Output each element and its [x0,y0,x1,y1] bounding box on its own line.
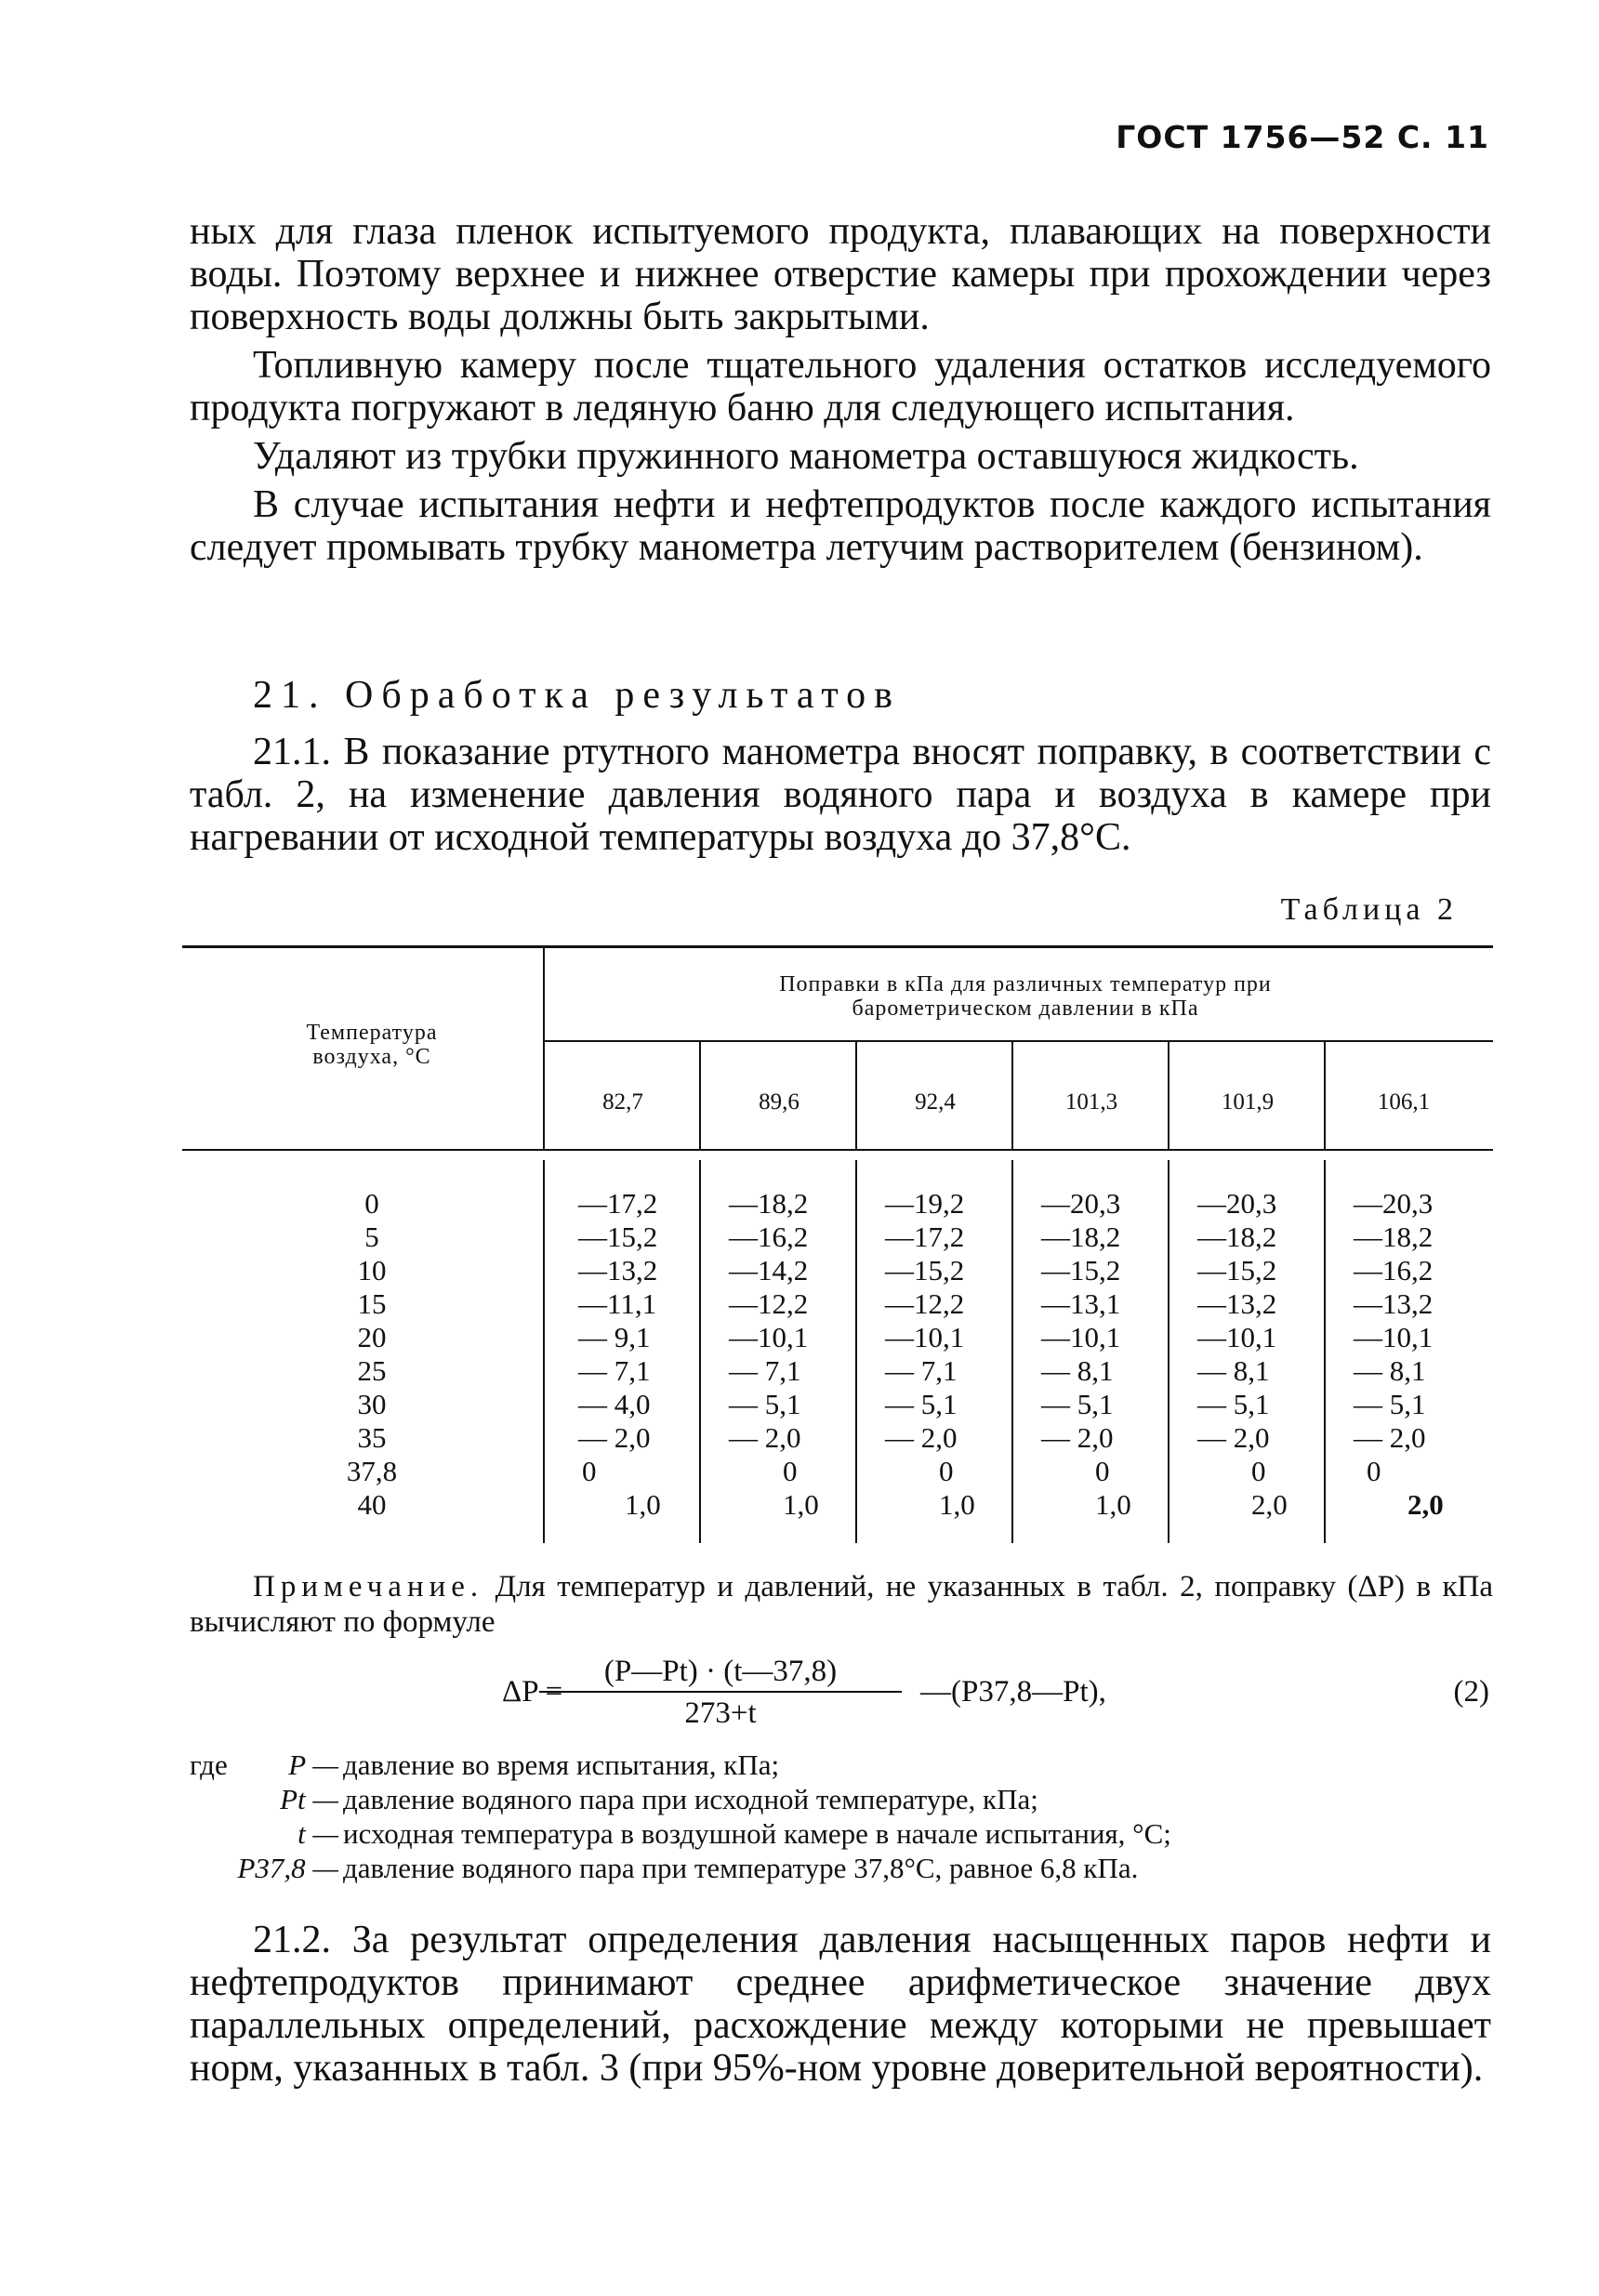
table-body-vline-4 [1168,1160,1170,1543]
table-cell: —10,1 [1354,1321,1434,1353]
table-cell: —13,2 [1354,1287,1434,1320]
temp-cell: 35 [357,1421,387,1454]
data-column-89-6 [729,1187,819,1522]
table-cell: — 9,1 [578,1321,651,1353]
table-cell: —18,2 [729,1187,809,1220]
data-column-101-3 [1041,1187,1131,1522]
temp-cell: 20 [357,1321,387,1353]
paragraph-21-1-block [190,731,1491,859]
formula-denominator: 273+t [684,1696,757,1730]
table-header-vline-0 [543,948,545,1149]
table-cell: —15,2 [885,1254,965,1287]
section-heading: 21. Обработка результатов [253,674,902,717]
definition-symbol: t — [297,1817,338,1850]
temp-header-line2: воздуха, °С [312,1045,431,1069]
pressure-header: 89,6 [759,1089,800,1115]
group-header-line1: Поправки в кПа для различных температур при [779,972,1272,996]
table-cell: 2,0 [1251,1488,1288,1521]
formula-numerator: (P—Pt) · (t—37,8) [539,1655,902,1693]
temp-cell: 30 [357,1388,387,1420]
table-cell: — 8,1 [1354,1354,1426,1387]
table-cell: 0 [783,1455,798,1487]
definition-symbol: Pt — [280,1783,338,1815]
table-cell: —14,2 [729,1254,809,1287]
table-body-vline-0 [543,1160,545,1543]
pressure-header: 106,1 [1377,1089,1431,1115]
table-cell: — 2,0 [578,1421,651,1454]
definition-symbol: P37,8 — [237,1852,338,1884]
table-cell: —13,1 [1041,1287,1121,1320]
table-cell: —10,1 [885,1321,965,1353]
pressure-header: 92,4 [915,1089,956,1115]
table-cell: — 5,1 [729,1388,801,1420]
table-cell: — 8,1 [1197,1354,1270,1387]
temp-header-line1: Температура [306,1021,438,1045]
definition-prefix: где [190,1748,228,1781]
table-cell: —11,1 [578,1287,657,1320]
temp-cell: 10 [357,1254,387,1287]
data-column-82-7 [578,1187,661,1522]
table-cell: —18,2 [1197,1221,1277,1253]
table-cell: —13,2 [578,1254,658,1287]
table-cell: 2,0 [1407,1488,1444,1521]
temp-cell: 15 [357,1287,387,1320]
table-cell: —17,2 [578,1187,658,1220]
definition-text: давление водяного пара при исходной температуре, кПа; [343,1783,1038,1815]
table-cell: —20,3 [1354,1187,1434,1220]
table-body-vline-1 [699,1160,701,1543]
temp-cell: 37,8 [346,1455,398,1487]
table-cell: —12,2 [885,1287,965,1320]
paragraph-3: Удаляют из трубки пружинного манометра оставшуюся жидкость. [253,435,1359,478]
table-cell: 0 [1367,1455,1381,1487]
table-cell: —18,2 [1041,1221,1121,1253]
table-cell: — 5,1 [885,1388,958,1420]
data-column-92-4 [885,1187,975,1522]
group-header-line2: барометрическом давлении в кПа [852,996,1199,1021]
note-text: Для температур и давлений, не указанных в табл. 2, поправку (ΔP) в кПа вычисляют по формуле [190,1570,1494,1639]
table-cell: —20,3 [1041,1187,1121,1220]
data-column-106-1 [1354,1187,1444,1522]
table-body-vline-5 [1324,1160,1326,1543]
table-cell: 1,0 [939,1488,975,1521]
temp-column-header [251,1021,493,1069]
data-column-101-9 [1197,1187,1288,1522]
table-cell: —15,2 [578,1221,658,1253]
table-cell: —10,1 [729,1321,809,1353]
formula-fraction [539,1655,902,1731]
temp-cell: 5 [364,1221,379,1253]
table-cell: — 4,0 [578,1388,651,1420]
table-caption: Таблица 2 [1280,892,1458,927]
table-note [190,1569,1493,1640]
table-cell: —12,2 [729,1287,809,1320]
table-cell: — 5,1 [1041,1388,1114,1420]
paragraph-21-2: 21.2. За результат определения давления насыщенных паров нефти и нефтепродуктов принимают среднее арифметическое значение двух параллельных определений, расхождение между которыми не превышает норм, указанных в табл. 3 (при 95%-ном уровне доверительной вероятности). [190,1919,1491,2090]
pressure-header: 101,3 [1064,1089,1118,1115]
pressure-header: 101,9 [1221,1089,1275,1115]
table-cell: —16,2 [1354,1254,1434,1287]
table-group-rule [543,1040,1493,1042]
table-cell: —10,1 [1041,1321,1121,1353]
formula-number: (2) [1453,1675,1489,1709]
definition-symbol: P — [288,1748,338,1781]
table-cell: 1,0 [625,1488,661,1521]
table-cell: — 2,0 [1354,1421,1426,1454]
temperature-column [279,1187,465,1522]
table-cell: —13,2 [1197,1287,1277,1320]
table-cell: 0 [1095,1455,1110,1487]
formula-lhs: ΔP = [502,1675,563,1709]
page-header: ГОСТ 1756—52 С. 11 [1116,119,1489,155]
table-cell: 0 [582,1455,597,1487]
definition-text: давление во время испытания, кПа; [343,1748,780,1781]
table-header-bottom-rule [182,1149,1493,1151]
table-cell: 0 [1251,1455,1266,1487]
paragraph-21-1: 21.1. В показание ртутного манометра вносят поправку, в соответствии с табл. 2, на изменение давления водяного пара и воздуха в камере при нагревании от исходной температуры воздуха до 37,8°С. [190,731,1491,859]
table-body-vline-2 [855,1160,857,1543]
table-cell: — 7,1 [729,1354,801,1387]
table-cell: —16,2 [729,1221,809,1253]
table-top-rule [182,945,1493,948]
temp-cell: 25 [357,1354,387,1387]
table-cell: — 8,1 [1041,1354,1114,1387]
table-cell: —18,2 [1354,1221,1434,1253]
formula-rhs: —(P37,8—Pt), [920,1675,1106,1709]
table-cell: —19,2 [885,1187,965,1220]
paragraph-4: В случае испытания нефти и нефтепродуктов после каждого испытания следует промывать трубку манометра летучим растворителем (бензином). [190,483,1491,569]
definition-text: давление водяного пара при температуре 37,8°С, равное 6,8 кПа. [343,1852,1139,1884]
table-cell: — 7,1 [885,1354,958,1387]
temp-cell: 40 [357,1488,387,1521]
paragraph-2: Топливную камеру после тщательного удаления остатков исследуемого продукта погружают в ледяную баню для следующего испытания. [190,344,1491,429]
table-cell: —15,2 [1041,1254,1121,1287]
table-cell: —15,2 [1197,1254,1277,1287]
definition-text: исходная температура в воздушной камере в начале испытания, °С; [343,1817,1171,1850]
group-column-header [558,972,1493,1021]
table-cell: — 2,0 [1041,1421,1114,1454]
table-cell: — 7,1 [578,1354,651,1387]
paragraph-1: ных для глаза пленок испытуемого продукта, плавающих на поверхности воды. Поэтому верхнее и нижнее отверстие камеры при прохождении через поверхность воды должны быть закрытыми. [190,210,1491,338]
note-label: Примечание. [253,1570,484,1603]
body-text [190,210,1491,569]
table-cell: — 5,1 [1354,1388,1426,1420]
table-cell: 0 [939,1455,954,1487]
temp-cell: 0 [364,1187,379,1220]
table-cell: — 2,0 [885,1421,958,1454]
table-cell: — 2,0 [1197,1421,1270,1454]
table-cell: — 2,0 [729,1421,801,1454]
table-cell: 1,0 [1095,1488,1131,1521]
table-body-vline-3 [1011,1160,1013,1543]
table-cell: 1,0 [783,1488,819,1521]
table-cell: —17,2 [885,1221,965,1253]
table-cell: — 5,1 [1197,1388,1270,1420]
pressure-header: 82,7 [602,1089,643,1115]
table-cell: —20,3 [1197,1187,1277,1220]
table-cell: —10,1 [1197,1321,1277,1353]
